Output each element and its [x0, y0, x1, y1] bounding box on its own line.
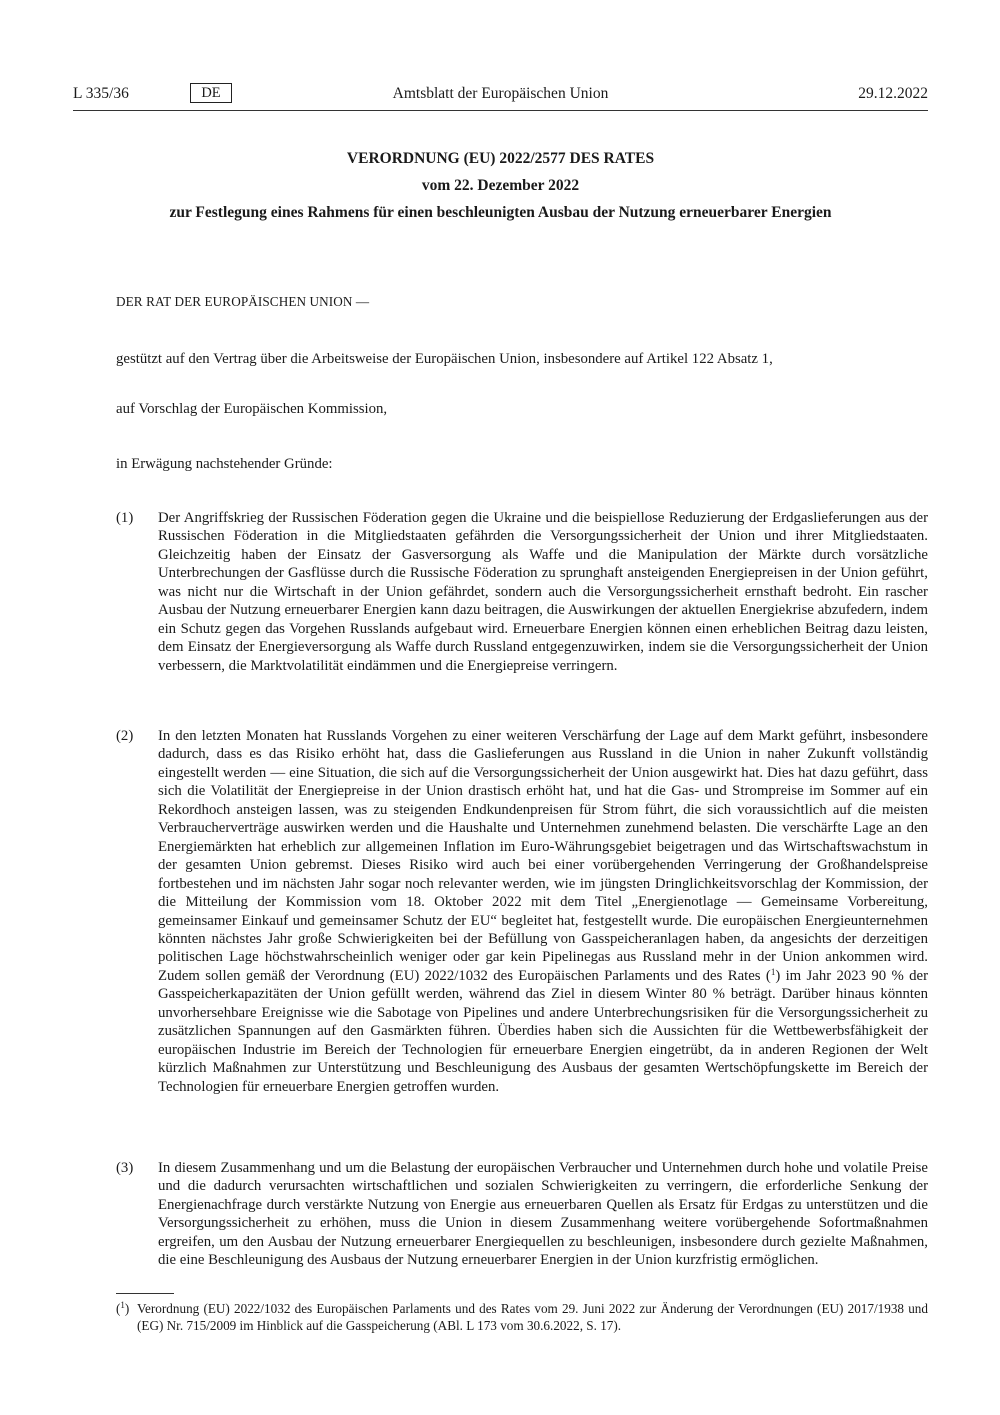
page-header	[73, 83, 928, 105]
recital-number: (3)	[116, 1160, 134, 1176]
footnote-divider	[116, 1293, 174, 1294]
recital-number: (2)	[116, 728, 134, 744]
citation-treaty: gestützt auf den Vertrag über die Arbeitsweise der Europäischen Union, insbesondere auf Artikel 122 Absatz 1,	[116, 351, 773, 367]
recital-1	[116, 509, 928, 675]
page-reference: L 335/36	[73, 85, 129, 102]
citation-proposal: auf Vorschlag der Europäischen Kommission,	[116, 401, 388, 417]
regulation-title-block	[73, 148, 928, 229]
recital-text-part: In den letzten Monaten hat Russlands Vorgehen zu einer weiteren Verschärfung der Lage auf dem Markt geführt, insbesondere dadurch, dass es das Risiko erhöht hat, dass die Gaslieferungen aus Russland in die Union in naher Zukunft vollständig eingestellt werden — eine Situation, die sich auf die Versorgungssicherheit der Union ausgewirkt hat. Dies hat dazu geführt, dass sich die Volatilität der Energiepreise in der Union drastisch erhöht hat, und hat die Gas- und Strompreise im Sommer auf ein Rekordhoch ansteigen lassen, was zu steigenden Endkundenpreisen für Strom führt, die sich voraussichtlich auf die meisten Verbraucherverträge auswirken werden und die Haushalte und Unternehmen zunehmend belasten. Die verschärfte Lage an den Energiemärkten hat erheblich zur allgemeinen Inflation im Euro-Währungsgebiet beigetragen und das Wirtschaftswachstum in der gesamten Union gebremst. Dieses Risiko wird auch bei einer vorübergehenden Verringerung der Großhandelspreise fortbestehen und im nächsten Jahr sogar noch relevanter werden, wie im jüngsten Dringlichkeitsvorschlag der Kommission, der die Mitteilung der Kommission vom 18. Oktober 2022 mit dem Titel „Energienotlage — Gemeinsame Vorbereitung, gemeinsamer Einkauf und gemeinsamer Schutz der EU“ begleitet hat, festgestellt wurde. Die europäischen Energieunternehmen könnten nächstes Jahr große Schwierigkeiten bei der Befüllung von Gasspeicheranlagen haben, da angesichts der derzeitigen politischen Lage höchstwahrscheinlich weniger oder gar kein Pipelinegas aus Russland mehr in der Union ankommen wird. Zudem sollen gemäß der Verordnung (EU) 2022/1032 des Europäischen Parlaments und des Rates	[158, 728, 928, 984]
footnote-number: ($^1$)	[116, 1300, 130, 1316]
recital-2	[116, 727, 928, 1096]
regulation-title: VERORDNUNG (EU) 2022/2577 DES RATES	[346, 150, 655, 167]
recital-text: Der Angriffskrieg der Russischen Föderation gegen die Ukraine und die beispiellose Reduzierung der Erdgaslieferungen aus der Russischen Föderation in die Mitgliedstaaten gefährden die Versorgungssicherheit der Union und ihrer Mitgliedstaaten. Gleichzeitig haben der Einsatz der Gasversorgung als Waffe und die Manipulation der Märkte durch vorsätzliche Unterbrechungen der Gasflüsse durch die Russische Föderation zu sprunghaft ansteigenden Energiepreisen in der Union geführt, was nicht nur die Wirtschaft in der Union gefährdet, sondern auch die Versorgungssicherheit ernsthaft bedroht. Ein rascher Ausbau der Nutzung erneuerbarer Energien kann dazu beitragen, die Auswirkungen der aktuellen Energiekrise abzufedern, indem ein Schutz gegen das Vorgehen Russlands aufgebaut wird. Erneuerbare Energien können einen erheblichen Beitrag dazu leisten, dem Einsatz der Energieversorgung als Waffe durch Russland entgegenzuwirken, indem sie die Versorgungssicherheit der Union verbessern, die Marktvolatilität eindämmen und die Energiepreise verringern.	[158, 510, 928, 674]
footnote-text: Verordnung (EU) 2022/1032 des Europäischen Parlaments und des Rates vom 29. Juni 2022 zur Änderung der Verordnungen (EU) 2017/1938 und (EG) Nr. 715/2009 im Hinblick auf die Gasspeicherung (ABl. L 173 vom 30.6.2022, S. 17).	[137, 1301, 928, 1333]
language-badge: DE	[190, 83, 232, 103]
recital-text: In den letzten Monaten hat Russlands Vorgehen zu einer weiteren Verschärfung der Lage auf dem Markt geführt, insbesondere dadurch, dass es das Risiko erhöht hat, dass die Gaslieferungen aus Russland in die Union in naher Zukunft vollständig eingestellt werden — eine Situation, die sich auf die Versorgungssicherheit der Union ausgewirkt hat. Dies hat dazu geführt, dass sich die Volatilität der Energiepreise in der Union drastisch erhöht hat, und hat die Gas- und Strompreise im Sommer auf ein Rekordhoch ansteigen lassen, was zu steigenden Endkundenpreisen für Strom führt, die sich voraussichtlich auf die meisten Verbraucherverträge auswirken werden und die Haushalte und Unternehmen zunehmend belasten. Die verschärfte Lage an den Energiemärkten hat erheblich zur allgemeinen Inflation im Euro-Währungsgebiet beigetragen und das Wirtschaftswachstum in der gesamten Union gebremst. Dieses Risiko wird auch bei einer vorübergehenden Verringerung der Großhandelspreise fortbestehen und im nächsten Jahr sogar noch relevanter werden, wie im jüngsten Dringlichkeitsvorschlag der Kommission, der die Mitteilung der Kommission vom 18. Oktober 2022 mit dem Titel „Energienotlage — Gemeinsame Vorbereitung, gemeinsamer Einkauf und gemeinsamer Schutz der EU“ begleitet hat, festgestellt wurde. Die europäischen Energieunternehmen könnten nächstes Jahr große Schwierigkeiten bei der Befüllung von Gasspeicheranlagen haben, da angesichts der derzeitigen politischen Lage höchstwahrscheinlich weniger oder gar kein Pipelinegas aus Russland mehr in der Union ankommen wird. Zudem sollen gemäß der Verordnung (EU) 2022/1032 des Europäischen Parlaments und des Rates ($^1$) im Jahr 2023 90 % der Gasspeicherkapazitäten der Union gefüllt werden, während das Ziel in diesem Winter 80 % beträgt. Darüber hinaus könnten unvorhersehbare Ereignisse wie die Sabotage von Pipelines und andere Unterbrechungsrisiken für die Versorgungssicherheit zu zusätzlichen Spannungen auf den Gasmärkten führen. Überdies haben sich die Aussichten für die Wettbewerbsfähigkeit der europäischen Industrie im Bereich der Technologien für erneuerbare Energien eingetrübt, da in anderen Regionen der Welt kürzlich Maßnahmen zur Unterstützung und Beschleunigung des Ausbaus der gesamten Wertschöpfungskette im Bereich der Technologien für erneuerbare Energien getroffen wurden.	[158, 728, 929, 1095]
header-divider	[73, 110, 928, 111]
recital-number: (1)	[116, 510, 134, 526]
recital-text-part: im Jahr 2023 90 % der Gasspeicherkapazitäten der Union gefüllt werden, während das Ziel in diesem Winter 80 % beträgt. Darüber hinaus könnten unvorhersehbare Ereignisse wie die Sabotage von Pipelines und andere Unterbrechungsrisiken für die Versorgungssicherheit zu zusätzlichen Spannungen auf den Gasmärkten führen. Überdies haben sich die Aussichten für die Wettbewerbsfähigkeit der europäischen Industrie im Bereich der Technologien für erneuerbare Energien eingetrübt, da in anderen Regionen der Welt kürzlich Maßnahmen zur Unterstützung und Beschleunigung des Ausbaus der gesamten Wertschöpfungskette im Bereich der Technologien für erneuerbare Energien getroffen wurden.	[158, 967, 929, 1095]
council-heading: DER RAT DER EUROPÄISCHEN UNION —	[116, 294, 370, 309]
whereas-intro: in Erwägung nachstehender Gründe:	[116, 456, 333, 472]
footnote	[116, 1300, 928, 1334]
journal-title: Amtsblatt der Europäischen Union	[392, 85, 609, 102]
recital-3	[116, 1159, 928, 1270]
regulation-date: vom 22. Dezember 2022	[421, 177, 580, 194]
recital-text: In diesem Zusammenhang und um die Belastung der europäischen Verbraucher und Unternehmen durch hohe und volatile Preise und die dadurch verursachten wirtschaftlichen und sozialen Schwierigkeiten zu verringern, die erforderliche Senkung der Energienachfrage durch verstärkte Nutzung von Energie aus erneuerbaren Quellen als Ersatz für Erdgas zu unterstützen und die Versorgungssicherheit zu erhöhen, muss die Union in diesem Zusammenhang weitere vorübergehende Sofortmaßnahmen ergreifen, um den Ausbau der Nutzung erneuerbarer Energiequellen zu beschleunigen, insbesondere durch gezielte Maßnahmen, die eine Beschleunigung des Ausbaus der Nutzung erneuerbarer Energien in der Union kurzfristig ermöglichen.	[158, 1160, 928, 1269]
regulation-subtitle: zur Festlegung eines Rahmens für einen beschleunigten Ausbau der Nutzung erneuerbarer Energien	[169, 204, 832, 221]
publication-date: 29.12.2022	[858, 85, 928, 102]
footnote-reference[interactable]: 1	[770, 966, 776, 977]
